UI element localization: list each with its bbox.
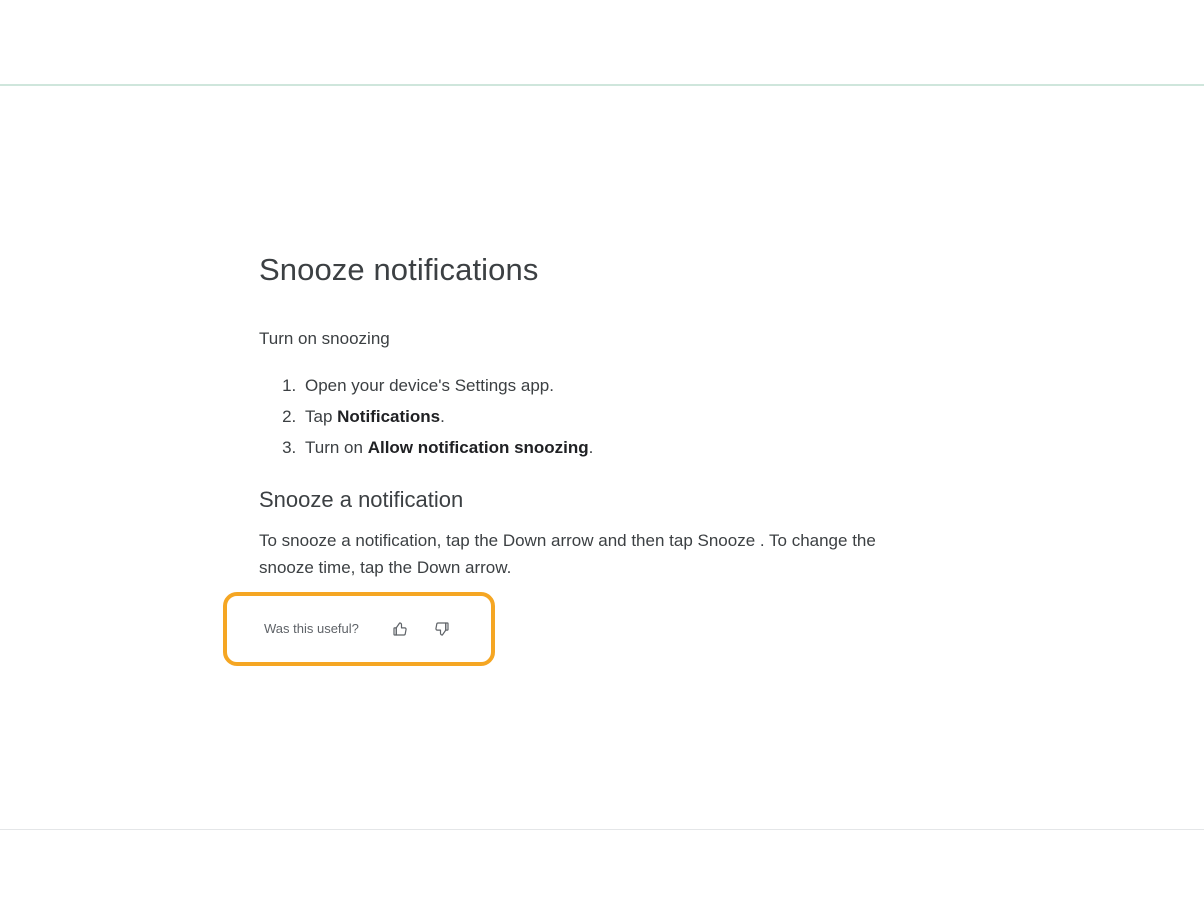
article-content <box>259 250 959 581</box>
thumb-down-button[interactable] <box>425 616 459 642</box>
list-item <box>301 432 959 463</box>
feedback-widget-highlight <box>223 592 495 666</box>
page-title: Snooze notifications <box>259 252 539 287</box>
thumb-up-icon <box>391 620 409 638</box>
step-text: Open your device's Settings app. <box>305 376 554 395</box>
list-item <box>301 370 959 401</box>
list-item <box>301 401 959 432</box>
top-band <box>0 0 1204 84</box>
step-text: Turn on <box>305 438 368 457</box>
step-suffix: . <box>440 407 445 426</box>
step-emphasis: Notifications <box>337 407 441 426</box>
feedback-widget <box>264 616 459 642</box>
step-suffix: . <box>588 438 594 457</box>
section-body-text: To snooze a notification, tap the Down arrow and then tap Snooze . To change the snooze time, tap the Down arrow. <box>259 531 876 577</box>
lead-paragraph: Turn on snoozing <box>259 329 390 348</box>
step-text: Tap <box>305 407 338 426</box>
feedback-label: Was this useful? <box>264 621 359 636</box>
section-heading: Snooze a notification <box>259 487 464 512</box>
steps-list <box>259 370 959 463</box>
bottom-divider <box>0 829 1204 830</box>
thumb-up-button[interactable] <box>383 616 417 642</box>
thumb-down-icon <box>433 620 451 638</box>
step-emphasis: Allow notification snoozing <box>367 438 589 457</box>
top-divider <box>0 84 1204 86</box>
